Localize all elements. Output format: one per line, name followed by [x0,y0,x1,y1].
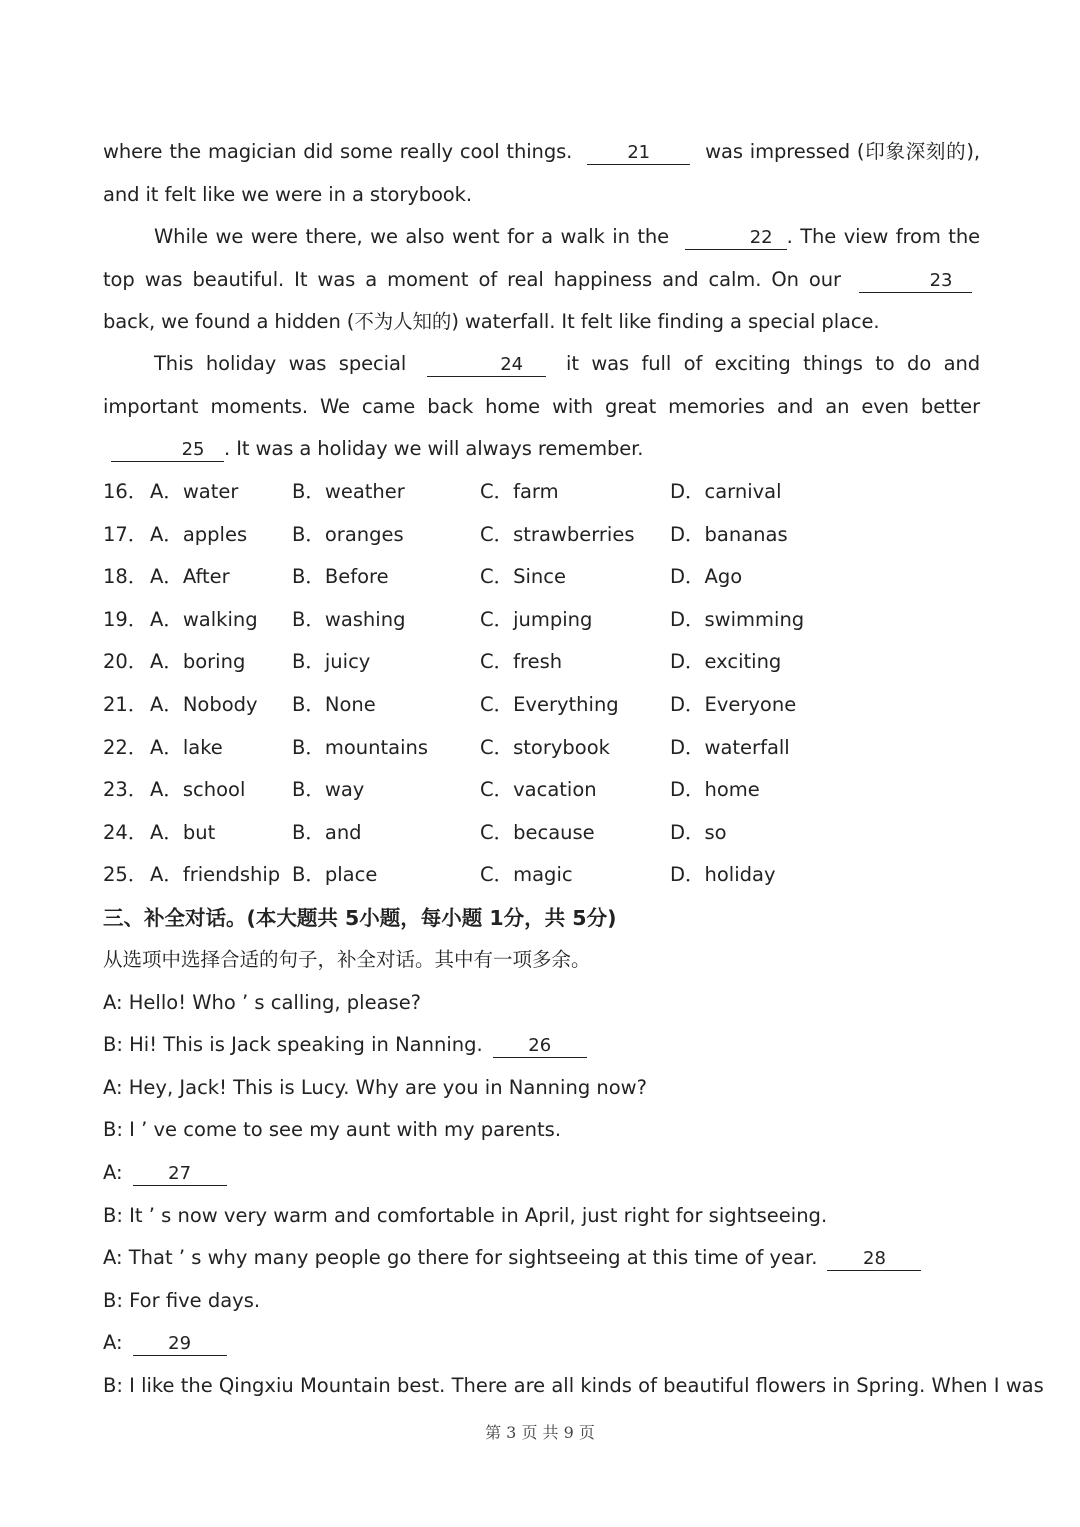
dialog-text: B: I ’ ve come to see my aunt with my parents. [103,1118,562,1142]
dialog-text: A: [103,1160,123,1184]
option-b: B．juicy [292,650,371,674]
option-b: B．mountains [292,735,429,759]
blank-25: 25 [111,439,224,462]
option-row-21 [103,684,980,727]
question-number: 24． [103,820,148,844]
option-b: B．oranges [292,522,404,546]
option-d: D．Ago [670,565,743,589]
dialog-text: B: For five days. [103,1288,261,1312]
option-c: C．jumping [480,607,593,631]
section-title: 三、补全对话。(本大题共 5小题，每小题 1分，共 5分) [103,906,617,930]
dialog-section [103,939,1044,1408]
option-c: C．Everything [480,692,619,716]
passage-text: was impressed (印象深刻的), and it felt like we were in a storybook. [103,140,980,206]
option-d: D．waterfall [670,735,790,759]
dialog-line [103,982,980,1025]
dialog-text: A: That ’ s why many people go there for sightseeing at this time of year. [103,1246,818,1270]
dialog-text: B: I like the Qingxiu Mountain best. There are all kinds of beautiful flowers in Spring. When I was [103,1373,1044,1397]
dialog-text: A: Hey, Jack! This is Lucy. Why are you in Nanning now? [103,1075,647,1099]
dialog-text: A: Hello! Who ’ s calling, please? [103,990,422,1014]
option-c: C．strawberries [480,522,635,546]
option-a: A．apples [150,522,248,546]
option-d: D．exciting [670,650,782,674]
option-a: A．After [150,565,230,589]
blank-24: 24 [427,354,546,377]
dialog-text: B: It ’ s now very warm and comfortable in April, just right for sightseeing. [103,1203,828,1227]
question-number: 23． [103,778,148,802]
option-b: B．Before [292,565,389,589]
option-b: B．and [292,820,362,844]
blank-29: 29 [133,1333,227,1356]
option-c: C．magic [480,863,573,887]
option-b: B．None [292,692,376,716]
option-row-19 [103,599,980,642]
question-number: 25． [103,863,148,887]
option-d: D．holiday [670,863,776,887]
question-number: 22． [103,735,148,759]
option-a: A．friendship [150,863,281,887]
passage-text: where the magician did some really cool things. [103,140,573,163]
option-b: B．washing [292,607,406,631]
page-footer: 第 3 页 共 9 页 [485,1423,595,1442]
question-number: 17． [103,522,148,546]
blank-21: 21 [587,142,690,165]
option-c: C．storybook [480,735,610,759]
question-number: 19． [103,607,148,631]
dialog-text: B: Hi! This is Jack speaking in Nanning. [103,1033,483,1057]
option-a: A．school [150,778,246,802]
dialog-line [103,1280,980,1323]
option-row-18 [103,556,980,599]
option-row-22 [103,727,980,770]
dialog-line [103,1322,980,1365]
option-c: C．fresh [480,650,563,674]
blank-28: 28 [827,1248,921,1271]
option-d: D．so [670,820,727,844]
passage-text: . The view from the top was beautiful. It was a moment of real happiness and calm. On our [103,225,980,291]
dialog-text: A: [103,1331,123,1355]
blank-23: 23 [859,270,972,293]
option-row-25 [103,854,980,897]
question-number: 21． [103,692,148,716]
passage-paragraph-1 [103,131,980,216]
option-b: B．place [292,863,378,887]
dialog-line [103,1152,980,1195]
option-a: A．water [150,480,239,503]
dialog-line [103,1109,980,1152]
passage-text: While we were there, we also went for a walk in the [154,225,670,248]
dialog-line [103,1195,980,1238]
option-a: A．lake [150,735,223,759]
option-a: A．Nobody [150,692,258,716]
option-c: C．because [480,820,595,844]
passage-text: back, we found a hidden (不为人知的) waterfall. It felt like finding a special place. [103,310,880,333]
option-d: D．bananas [670,522,788,546]
option-row-23 [103,769,980,812]
passage-text: . It was a holiday we will always remember. [224,437,644,460]
option-d: D．Everyone [670,692,797,716]
option-row-17 [103,514,980,557]
question-number: 16． [103,480,148,503]
question-number: 20． [103,650,148,674]
blank-26: 26 [493,1035,587,1058]
option-b: B．weather [292,480,405,503]
option-d: D．home [670,778,760,802]
passage-paragraph-3 [103,343,980,471]
passage-text: This holiday was special [154,352,407,375]
option-a: A．walking [150,607,258,631]
question-number: 18． [103,565,148,589]
option-a: A．but [150,820,216,844]
dialog-line [103,1067,980,1110]
option-row-16 [103,471,980,514]
dialog-line [103,1024,980,1067]
dialog-line [103,1237,980,1280]
passage-paragraph-2 [103,216,980,344]
option-d: D．carnival [670,480,782,503]
passage-text: it was full of exciting things to do and important moments. We came back home with great memories and an even better [103,352,980,418]
option-c: C．Since [480,565,566,589]
dialog-line [103,1365,1044,1408]
option-row-24 [103,812,980,855]
option-row-20 [103,641,980,684]
option-d: D．swimming [670,607,805,631]
section-instruction: 从选项中选择合适的句子，补全对话。其中有一项多余。 [103,948,591,971]
options-list [103,471,980,897]
option-c: C．vacation [480,778,597,802]
blank-22: 22 [685,227,787,250]
option-c: C．farm [480,480,559,503]
blank-27: 27 [133,1163,227,1186]
option-a: A．boring [150,650,246,674]
option-b: B．way [292,778,365,802]
